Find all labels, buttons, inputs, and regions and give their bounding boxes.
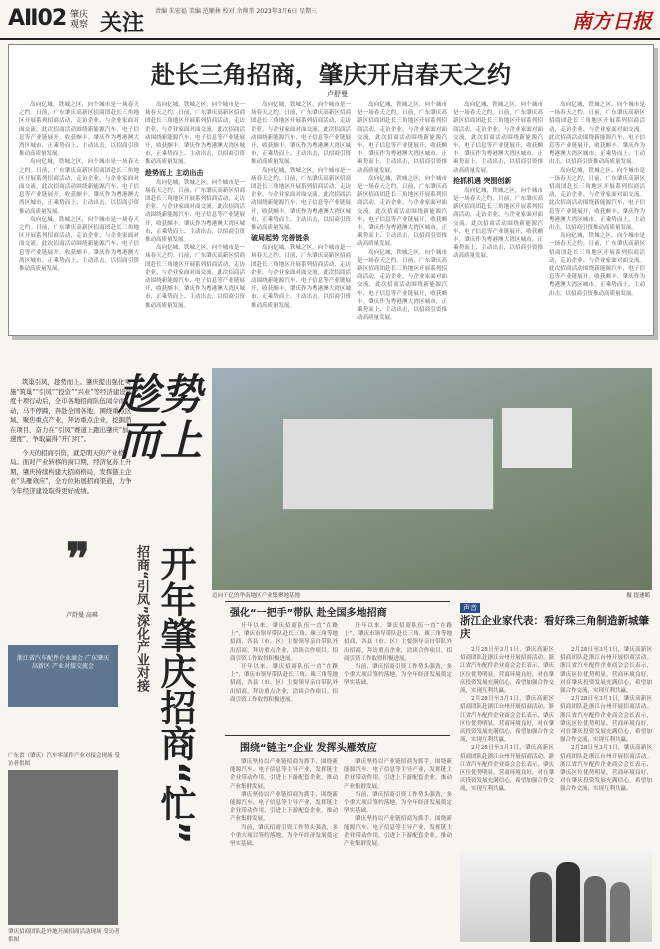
article-column: 岛向亿城，铁城之区，向个城市是一场春天之约。日前，广东肇庆高新区招商团赴长三角地区开展系列招商活动，走访企业、与企业家面对面交流。此次招商活动围绕新能源汽车、电子信息等产业链展开，收获颇丰。肇庆作为粤港澳大湾区城市，正乘势而上、主动出击，以招商引资推动高质量发展。 岛向亿城，铁城之区，向个城市是一场春天之约。日前，广东肇庆高新区招商团赴长三角地区开展系列招商活动，走访企业、与企业家面对面交流。此次招商活动围绕新能源汽车、电子信息等产业链展开，收获颇丰。肇庆作为粤港澳大湾区城市，正乘势而上、主动出击，以招商引资推动高质量发展。 岛向亿城，铁城之区，向个城市是一场春天之约。日前，广东肇庆高新区招商团赴长三角地区开展系列招商活动，走访企业、与企业家面对面交流。此次招商活动围绕新能源汽车、电子信息等产业链展开，收获颇丰。肇庆作为粤港澳大湾区城市，正乘势而上、主动出击，以招商引资推动高质量发展。 (19, 102, 139, 273)
feature-column: 开年以来，肇庆招商队伍一直“在路上”，肇庆市领导带队赴长三角、珠三角等地招商，各县（市、区）主要领导亲自带队外出招商，拜访重点企业，洽谈合作项目。招商引资工作取得积极进展。 当前，肇庆招商引资工作势头强劲，多个重大项目签约落地，为全年经济发展奠定坚实基础。 (344, 623, 452, 687)
section-label: 肇庆观察 (70, 10, 89, 30)
factory-building (282, 418, 494, 510)
banner-text: 浙江省汽车配件企业商会 广东肇庆高新区 产业对接交流会 (17, 655, 109, 670)
photo-caption: 肇庆招商团队赴外地开展招商活动现场 受访者供图 (8, 929, 120, 943)
page-header (0, 0, 660, 40)
feature-subtitle: 招商“引凤”深化产业对接 (134, 545, 149, 693)
photo-caption: 迈向千亿的华南地区产业集聚地基地 (212, 593, 301, 599)
article-title: 赴长三角招商，肇庆开启春天之约 (151, 61, 511, 89)
lead-paragraph: 筑巢引凤，趁势而上。肇庆提出强化实施“筑巢”“引凤”“投资”“兴业”等经济建设年度十项行动后，全市各地招商队伍闻令而动，马不停蹄，奔赴全国各地，围绕重点区域、聚焦重点产业，拜访重点企业，挖掘潜在项目，奋力在“引凤”赛道上跑出肇庆“加速度”，争取赢得“开门红”。 (10, 378, 132, 443)
article-column: 岛向亿城，铁城之区，向个城市是一场春天之约。日前，广东肇庆高新区招商团赴长三角地区开展系列招商活动，走访企业、与企业家面对面交流。此次招商活动围绕新能源汽车、电子信息等产业链展开，收获颇丰。肇庆作为粤港澳大湾区城市，正乘势而上、主动出击，以招商引资推动高质量发展。 抢抓机遇 突围创新 岛向亿城，铁城之区，向个城市是一场春天之约。日前，广东肇庆高新区招商团赴长三角地区开展系列招商活动，走访企业、与企业家面对面交流。此次招商活动围绕新能源汽车、电子信息等产业链展开，收获颇丰。肇庆作为粤港澳大湾区城市，正乘势而上、主动出击，以招商引资推动高质量发展。 (453, 102, 543, 260)
column-title: 关注 (100, 11, 145, 36)
editor-meta: 责编 朱宏福 美编 范顺林 校对 余帅奎 2023年3月6日 星期三 (155, 8, 318, 15)
feature-title: 开年肇庆招商“忙” (155, 545, 196, 845)
feature-column: 肇庆坚持以产业链招商为抓手，围绕新能源汽车、电子信息等主导产业，发挥链主企业带动作用，引进上下游配套企业，推动产业集群发展。 肇庆坚持以产业链招商为抓手，围绕新能源汽车、电子信息等主导产业，发挥链主企业带动作用，引进上下游配套企业，推动产业集群发展。 当前，肇庆招商引资工作势头强劲，多个重大项目签约落地，为全年经济发展奠定坚实基础。 (230, 759, 338, 848)
feature-kicker: 趁势而上 (118, 370, 203, 465)
newspaper-logo: 南方日报 (572, 9, 652, 33)
article-column: 岛向亿城，铁城之区，向个城市是一场春天之约。日前，广东肇庆高新区招商团赴长三角地区开展系列招商活动，走访企业、与企业家面对面交流。此次招商活动围绕新能源汽车、电子信息等产业链展开，收获颇丰。肇庆作为粤港澳大湾区城市，正乘势而上、主动出击，以招商引资推动高质量发展。 岛向亿城，铁城之区，向个城市是一场春天之约。日前，广东肇庆高新区招商团赴长三角地区开展系列招商活动，走访企业、与企业家面对面交流。此次招商活动围绕新能源汽车、电子信息等产业链展开，收获颇丰。肇庆作为粤港澳大湾区城市，正乘势而上、主动出击，以招商引资推动高质量发展。 岛向亿城，铁城之区，向个城市是一场春天之约。日前，广东肇庆高新区招商团赴长三角地区开展系列招商活动，走访企业、与企业家面对面交流。此次招商活动围绕新能源汽车、电子信息等产业链展开，收获颇丰。肇庆作为粤港澳大湾区城市，正乘势而上、主动出击，以招商引资推动高质量发展。 (357, 102, 447, 322)
lead-paragraphs (10, 378, 132, 500)
businessmen-illustration (460, 850, 652, 942)
voice-tag: 声音 (460, 603, 480, 613)
meeting-photo (8, 645, 118, 707)
section-heading: 围绕“链主”企业 发挥头雁效应 (240, 743, 377, 754)
voice-title: 浙江企业家代表：看好珠三角制造新城肇庆 (460, 615, 649, 640)
voice-column: 2月28日至3月1日，肇庆高新区招商团队赴浙江台州开展招商活动。浙江省汽车配件企业商会会长表示，肇庆区位优势明显，营商环境良好，对在肇庆投资发展充满信心，希望加强合作交流，实现互利共赢。 2月28日至3月1日，肇庆高新区招商团队赴浙江台州开展招商活动。浙江省汽车配件企业商会会长表示，肇庆区位优势明显，营商环境良好，对在肇庆投资发展充满信心，希望加强合作交流，实现互利共赢。 2月28日至3月1日，肇庆高新区招商团队赴浙江台州开展招商活动。浙江省汽车配件企业商会会长表示，肇庆区位优势明显，营商环境良好，对在肇庆投资发展充满信心，希望加强合作交流，实现互利共赢。 (460, 647, 554, 793)
office-building (502, 408, 572, 468)
quote-mark-icon: ❞ (66, 534, 90, 585)
divider (225, 601, 450, 602)
lead-byline: 卢舒曼 高琪 (66, 612, 98, 619)
crowd-photo (8, 770, 118, 925)
photo-caption: 广东省（肇庆）汽车零部件产业对接会现场 受访者供图 (8, 753, 120, 767)
top-article (8, 44, 654, 336)
divider (225, 735, 450, 736)
feature-column: 肇庆坚持以产业链招商为抓手，围绕新能源汽车、电子信息等主导产业，发挥链主企业带动作用，引进上下游配套企业，推动产业集群发展。 当前，肇庆招商引资工作势头强劲，多个重大项目签约落地，为全年经济发展奠定坚实基础。 肇庆坚持以产业链招商为抓手，围绕新能源汽车、电子信息等主导产业，发挥链主企业带动作用，引进上下游配套企业，推动产业集群发展。 (344, 759, 452, 848)
article-column: 岛向亿城，铁城之区，向个城市是一场春天之约。日前，广东肇庆高新区招商团赴长三角地区开展系列招商活动，走访企业、与企业家面对面交流。此次招商活动围绕新能源汽车、电子信息等产业链展开，收获颇丰。肇庆作为粤港澳大湾区城市，正乘势而上、主动出击，以招商引资推动高质量发展。 趁势而上 主动出击 岛向亿城，铁城之区，向个城市是一场春天之约。日前，广东肇庆高新区招商团赴长三角地区开展系列招商活动，走访企业、与企业家面对面交流。此次招商活动围绕新能源汽车、电子信息等产业链展开，收获颇丰。肇庆作为粤港澳大湾区城市，正乘势而上、主动出击，以招商引资推动高质量发展。 岛向亿城，铁城之区，向个城市是一场春天之约。日前，广东肇庆高新区招商团赴长三角地区开展系列招商活动，走访企业、与企业家面对面交流。此次招商活动围绕新能源汽车、电子信息等产业链展开，收获颇丰。肇庆作为粤港澳大湾区城市，正乘势而上、主动出击，以招商引资推动高质量发展。 (145, 102, 245, 309)
feature-column: 开年以来，肇庆招商队伍一直“在路上”，肇庆市领导带队赴长三角、珠三角等地招商，各县（市、区）主要领导亲自带队外出招商，拜访重点企业，洽谈合作项目。招商引资工作取得积极进展。 开年以来，肇庆招商队伍一直“在路上”，肇庆市领导带队赴长三角、珠三角等地招商，各县（市、区）主要领导亲自带队外出招商，拜访重点企业，洽谈合作项目。招商引资工作取得积极进展。 (230, 623, 338, 703)
page-number: AⅡ02 (8, 6, 67, 31)
lead-paragraph: 今天的招商引资，就是明天的产业格局。面对产业转移的窗口期，经济复苏上升期，肇庆持续构建大招商格局，发挥链主企业“头雁效应”，全方位拓展招商渠道，力争今年经济建设取得更好成绩。 (10, 448, 132, 495)
section-heading: 强化“一把手”带队 赴全国多地招商 (230, 608, 387, 619)
photo-credit: 摄 提速鹤 (626, 593, 650, 599)
voice-column: 2月28日至3月1日，肇庆高新区招商团队赴浙江台州开展招商活动。浙江省汽车配件企业商会会长表示，肇庆区位优势明显，营商环境良好，对在肇庆投资发展充满信心，希望加强合作交流，实现互利共赢。 2月28日至3月1日，肇庆高新区招商团队赴浙江台州开展招商活动。浙江省汽车配件企业商会会长表示，肇庆区位优势明显，营商环境良好，对在肇庆投资发展充满信心，希望加强合作交流，实现互利共赢。 2月28日至3月1日，肇庆高新区招商团队赴浙江台州开展招商活动。浙江省汽车配件企业商会会长表示，肇庆区位优势明显，营商环境良好，对在肇庆投资发展充满信心，希望加强合作交流，实现互利共赢。 (560, 647, 652, 793)
article-byline: 卢舒曼 (327, 90, 348, 98)
aerial-photo (212, 368, 652, 590)
article-column: 岛向亿城，铁城之区，向个城市是一场春天之约。日前，广东肇庆高新区招商团赴长三角地区开展系列招商活动，走访企业、与企业家面对面交流。此次招商活动围绕新能源汽车、电子信息等产业链展开，收获颇丰。肇庆作为粤港澳大湾区城市，正乘势而上、主动出击，以招商引资推动高质量发展。 岛向亿城，铁城之区，向个城市是一场春天之约。日前，广东肇庆高新区招商团赴长三角地区开展系列招商活动，走访企业、与企业家面对面交流。此次招商活动围绕新能源汽车、电子信息等产业链展开，收获颇丰。肇庆作为粤港澳大湾区城市，正乘势而上、主动出击，以招商引资推动高质量发展。 岛向亿城，铁城之区，向个城市是一场春天之约。日前，广东肇庆高新区招商团赴长三角地区开展系列招商活动，走访企业、与企业家面对面交流。此次招商活动围绕新能源汽车、电子信息等产业链展开，收获颇丰。肇庆作为粤港澳大湾区城市，正乘势而上、主动出击，以招商引资推动高质量发展。 (549, 102, 645, 297)
article-column: 岛向亿城，铁城之区，向个城市是一场春天之约。日前，广东肇庆高新区招商团赴长三角地区开展系列招商活动，走访企业、与企业家面对面交流。此次招商活动围绕新能源汽车、电子信息等产业链展开，收获颇丰。肇庆作为粤港澳大湾区城市，正乘势而上、主动出击，以招商引资推动高质量发展。 岛向亿城，铁城之区，向个城市是一场春天之约。日前，广东肇庆高新区招商团赴长三角地区开展系列招商活动，走访企业、与企业家面对面交流。此次招商活动围绕新能源汽车、电子信息等产业链展开，收获颇丰。肇庆作为粤港澳大湾区城市，正乘势而上、主动出击，以招商引资推动高质量发展。 破局起势 完善链条 岛向亿城，铁城之区，向个城市是一场春天之约。日前，广东肇庆高新区招商团赴长三角地区开展系列招商活动，走访企业、与企业家面对面交流。此次招商活动围绕新能源汽车、电子信息等产业链展开，收获颇丰。肇庆作为粤港澳大湾区城市，正乘势而上、主动出击，以招商引资推动高质量发展。 (251, 102, 351, 309)
